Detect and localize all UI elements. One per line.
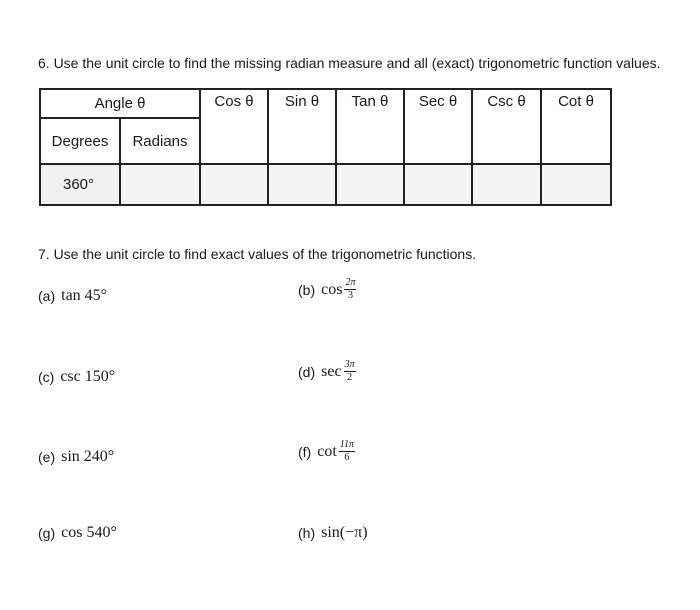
cell-radians-answer[interactable] — [120, 164, 200, 205]
part-b — [298, 278, 356, 301]
question-6-title: 6. Use the unit circle to find the missing radian measure and all (exact) trigonometric function values. — [38, 55, 661, 71]
subheader-degrees: Degrees — [40, 118, 120, 164]
header-tan: Tan θ — [336, 89, 404, 164]
cell-sec-answer[interactable] — [404, 164, 472, 205]
part-c-label: (c) — [38, 369, 55, 385]
part-g-label: (g) — [38, 525, 56, 541]
part-f-numerator: 11π — [339, 439, 355, 450]
part-h — [298, 524, 368, 542]
header-cot: Cot θ — [541, 89, 611, 164]
part-d — [298, 360, 356, 383]
part-g-expression: cos 540° — [61, 524, 117, 541]
part-a — [38, 287, 107, 305]
part-b-label: (b) — [298, 281, 316, 298]
part-e-label: (e) — [38, 449, 56, 465]
part-h-label: (h) — [298, 525, 316, 541]
part-b-denominator: 3 — [347, 290, 353, 301]
cell-cos-answer[interactable] — [200, 164, 268, 205]
part-a-expression: tan 45° — [61, 287, 108, 304]
part-d-denominator: 2 — [347, 372, 353, 383]
part-d-numerator: 3π — [344, 359, 355, 370]
part-b-numerator: 2π — [345, 277, 356, 288]
trig-values-table — [39, 88, 612, 206]
part-c-expression: csc 150° — [60, 368, 116, 385]
part-d-fraction — [344, 360, 356, 383]
part-h-expression: sin(−π) — [321, 524, 368, 541]
part-f-label: (f) — [298, 443, 312, 460]
cell-cot-answer[interactable] — [541, 164, 611, 205]
header-sin: Sin θ — [268, 89, 336, 164]
question-7-title: 7. Use the unit circle to find exact values of the trigonometric functions. — [38, 246, 477, 262]
part-b-fraction — [344, 278, 356, 301]
cell-sin-answer[interactable] — [268, 164, 336, 205]
part-b-function: cos — [321, 280, 343, 298]
cell-csc-answer[interactable] — [472, 164, 541, 205]
subheader-radians: Radians — [120, 118, 200, 164]
part-e-expression: sin 240° — [61, 448, 115, 465]
part-f — [298, 440, 355, 463]
part-a-label: (a) — [38, 288, 56, 304]
header-cos: Cos θ — [200, 89, 268, 164]
header-csc: Csc θ — [472, 89, 541, 164]
part-f-function: cot — [317, 442, 337, 460]
part-c — [38, 368, 115, 386]
header-angle: Angle θ — [40, 89, 200, 118]
cell-degrees-value: 360° — [40, 164, 120, 205]
cell-tan-answer[interactable] — [336, 164, 404, 205]
part-f-denominator: 6 — [344, 452, 350, 463]
part-d-function: sec — [321, 362, 342, 380]
part-e — [38, 448, 114, 466]
part-g — [38, 524, 117, 542]
part-f-fraction — [339, 440, 355, 463]
part-d-label: (d) — [298, 363, 316, 380]
header-sec: Sec θ — [404, 89, 472, 164]
